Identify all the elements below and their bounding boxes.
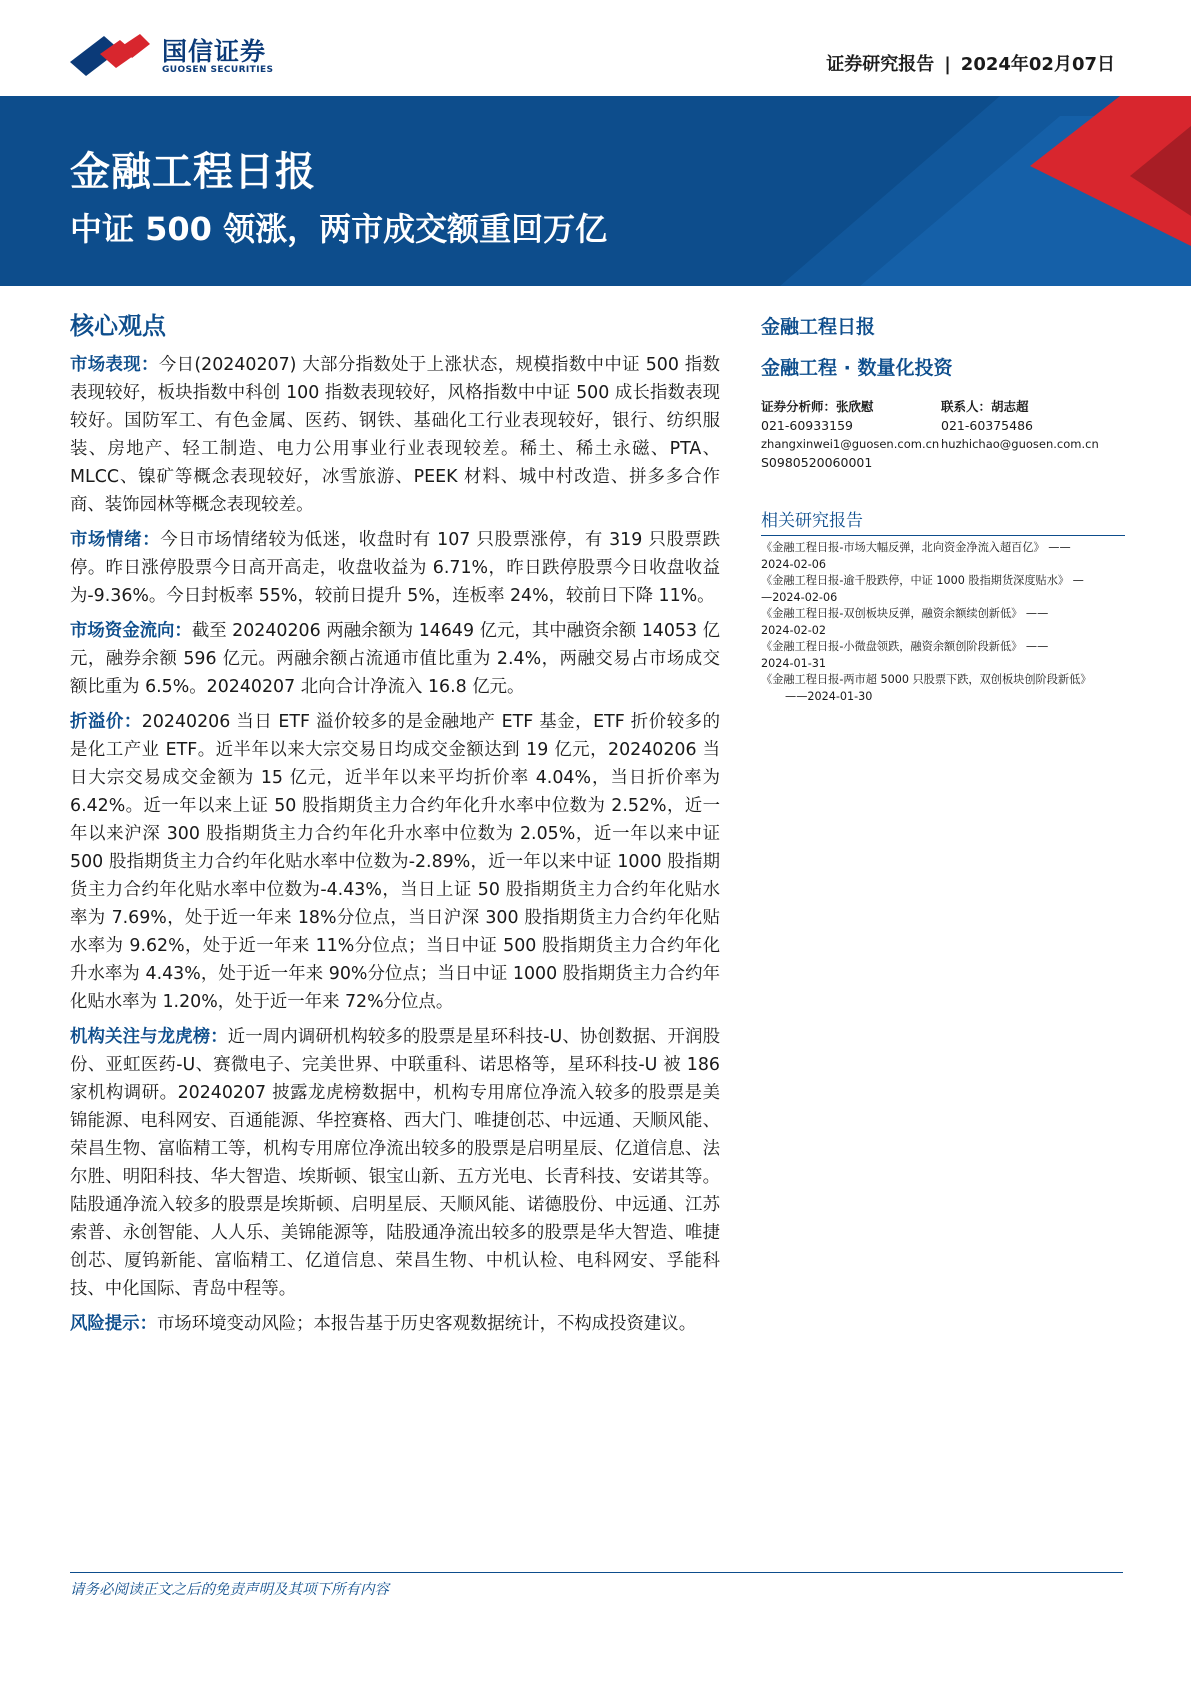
related-reports-heading: 相关研究报告 — [761, 506, 1125, 536]
related-report-title[interactable]: 《金融工程日报-逾千股跌停，中证 1000 股指期货深度贴水》 — — [761, 574, 1084, 587]
paragraph-text: 今日(20240207) 大部分指数处于上涨状态，规模指数中中证 500 指数表现较好，板块指数中科创 100 指数表现较好，风格指数中中证 500 成长指数表现较好。国防军工、有色金属、医药、钢铁、基础化工行业表现较好，银行、纺织服装、房地产、轻工制造、电力公用事业行业表现较差。稀土、稀土永磁、PTA、MLCC、镍矿等概念表现较好，冰雪旅游、PEEK 材料、城中村改造、拼多多合作商、装饰园林等概念表现较差。 — [70, 355, 720, 515]
paragraph-text: 近一周内调研机构较多的股票是星环科技-U、协创数据、开润股份、亚虹医药-U、赛微电子、完美世界、中联重科、诺思格等，星环科技-U 被 186 家机构调研。20240207 披露龙虎榜数据中，机构专用席位净流入较多的股票是美锦能源、电科网安、百通能源、华控赛格、西大门、唯捷创芯、中远通、天顺风能、荣昌生物、富临精工等，机构专用席位净流出较多的股票是启明星辰、亿道信息、法尔胜、明阳科技、华大智造、埃斯顿、银宝山新、五方光电、长青科技、安诺其等。陆股通净流入较多的股票是埃斯顿、启明星辰、天顺风能、诺德股份、中远通、江苏索普、永创智能、人人乐、美锦能源等，陆股通净流出较多的股票是华大智造、唯捷创芯、厦钨新能、富临精工、亿道信息、荣昌生物、中机认检、电科网安、孚能科技、中化国际、青岛中程等。 — [70, 1027, 720, 1299]
paragraph-label: 风险提示： — [70, 1314, 157, 1334]
market-performance-paragraph — [70, 351, 720, 519]
paragraph-text: 20240206 当日 ETF 溢价较多的是金融地产 ETF 基金，ETF 折价较多的是化工产业 ETF。近半年以来大宗交易日均成交金额达到 19 亿元，20240206 当日大宗交易成交金额为 15 亿元，近半年以来平均折价率 4.04%，当日折价率为 6.42%。近一年以来上证 50 股指期货主力合约年化升水率中位数为 2.52%，近一年以来沪深 300 股指期货主力合约年化升水率中位数为 2.05%，近一年以来中证 500 股指期货主力合约年化贴水率中位数为-2.89%，近一年以来中证 1000 股指期货主力合约年化贴水率中位数为-4.43%，当日上证 50 股指期货主力合约年化贴水率为 7.69%，处于近一年来 18%分位点，当日沪深 300 股指期货主力合约年化贴水率为 9.62%，处于近一年来 11%分位点；当日中证 500 股指期货主力合约年化升水率为 4.43%，处于近一年来 90%分位点；当日中证 1000 股指期货主力合约年化贴水率为 1.20%，处于近一年来 72%分位点。 — [70, 712, 720, 1012]
logo-chinese-name: 国信证券 — [162, 37, 267, 66]
sidebar-report-type: 金融工程日报 — [761, 316, 876, 338]
related-report-title[interactable]: 《金融工程日报-两市超 5000 只股票下跌，双创板块创阶段新低》 — [761, 673, 1092, 686]
related-reports-list — [761, 540, 1125, 705]
sidebar-category: 金融工程 · 数量化投资 — [761, 357, 953, 379]
paragraph-label: 市场情绪： — [70, 530, 161, 550]
related-report-title[interactable]: 《金融工程日报-小微盘领跌，融资余额创阶段新低》 —— — [761, 640, 1049, 653]
paragraph-label: 市场表现： — [70, 355, 159, 375]
contact-phone: 021-60375486 — [941, 417, 1033, 433]
analyst-certificate: S0980520060001 — [761, 454, 873, 470]
title-banner — [0, 96, 1191, 286]
contact-name: 联系人：胡志超 — [941, 399, 1029, 414]
related-report-date: 2024-02-06 — [761, 557, 827, 571]
analyst-phone: 021-60933159 — [761, 417, 853, 433]
guosen-logo-icon — [70, 32, 154, 76]
meta-separator: | — [944, 54, 951, 75]
report-date: 2024年02月07日 — [960, 54, 1115, 75]
core-views-section — [70, 306, 720, 1345]
paragraph-text: 截至 20240206 两融余额为 14649 亿元，其中融资余额 14053 亿元，融券余额 596 亿元。两融余额占流通市值比重为 2.4%，两融交易占市场成交额比重为 6.5%。20240207 北向合计净流入 16.8 亿元。 — [70, 621, 720, 697]
contact-email[interactable]: huzhichao@guosen.com.cn — [941, 437, 1099, 451]
related-report-date: ——2024-01-30 — [785, 689, 873, 703]
contact-person — [941, 398, 1099, 454]
fund-flow-paragraph — [70, 617, 720, 701]
paragraph-label: 折溢价： — [70, 712, 142, 732]
related-report-date: 2024-02-02 — [761, 623, 827, 637]
related-report-title[interactable]: 《金融工程日报-市场大幅反弹，北向资金净流入超百亿》 —— — [761, 541, 1071, 554]
logo-english-name: GUOSEN SECURITIES — [162, 65, 274, 75]
related-report-date: 2024-01-31 — [761, 656, 827, 670]
related-report-title[interactable]: 《金融工程日报-双创板块反弹，融资余额续创新低》 —— — [761, 607, 1049, 620]
institution-dragon-tiger-paragraph — [70, 1023, 720, 1303]
paragraph-text: 今日市场情绪较为低迷，收盘时有 107 只股票涨停，有 319 只股票跌停。昨日涨停股票今日高开高走，收盘收益为 6.71%，昨日跌停股票今日收盘收益为-9.36%。今日封板率 55%，较前日提升 5%，连板率 24%，较前日下降 11%。 — [70, 530, 720, 606]
contacts-block — [761, 398, 1125, 490]
document-type: 证券研究报告 — [826, 54, 935, 75]
analyst-name: 证券分析师：张欣慰 — [761, 399, 874, 414]
report-title: 金融工程日报 — [70, 149, 316, 195]
core-views-heading: 核心观点 — [70, 312, 166, 340]
document-meta — [826, 50, 1115, 76]
analyst-email[interactable]: zhangxinwei1@guosen.com.cn — [761, 437, 940, 451]
related-report-date: —2024-02-06 — [761, 590, 838, 604]
footer-disclaimer: 请务必阅读正文之后的免责声明及其项下所有内容 — [70, 1582, 389, 1598]
report-subtitle: 中证 500 领涨，两市成交额重回万亿 — [70, 210, 608, 248]
paragraph-label: 市场资金流向： — [70, 621, 192, 641]
footer-divider — [70, 1572, 1123, 1573]
risk-warning-paragraph — [70, 1310, 720, 1338]
company-logo — [70, 32, 280, 84]
sidebar — [761, 312, 1125, 705]
paragraph-text: 市场环境变动风险；本报告基于历史客观数据统计，不构成投资建议。 — [156, 1314, 697, 1334]
market-sentiment-paragraph — [70, 526, 720, 610]
premium-discount-paragraph — [70, 708, 720, 1016]
paragraph-label: 机构关注与龙虎榜： — [70, 1027, 228, 1047]
analyst-contact — [761, 398, 939, 472]
